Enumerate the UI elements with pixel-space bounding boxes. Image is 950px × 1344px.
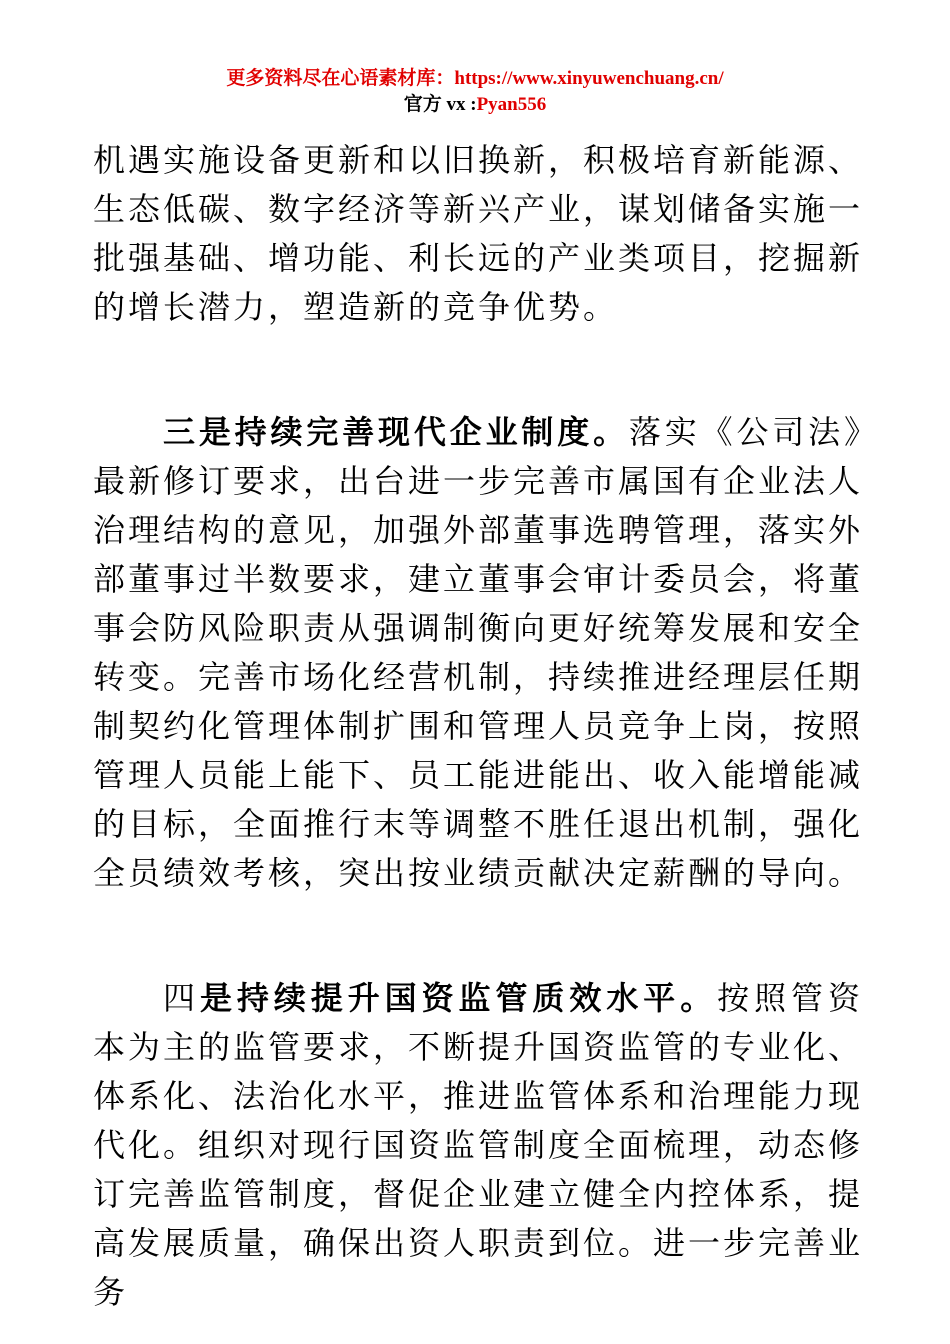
section-three-text: 落实《公司法》最新修订要求，出台进一步完善市属国有企业法人治理结构的意见，加强外部董事选聘管理，落实外部董事过半数要求，建立董事会审计委员会，将董事会防风险职责从强调制衡向更好统筹发展和安全转变。完善市场化经营机制，持续推进经理层任期制契约化管理体制扩围和管理人员竞争上岗，按照管理人员能上能下、员工能进能出、收入能增能减的目标，全面推行末等调整不胜任退出机制，强化全员绩效考核，突出按业绩贡献决定薪酬的导向。: [93, 413, 864, 892]
paragraph-section-four: [93, 974, 863, 1317]
section-four-text: 按照管资本为主的监管要求，不断提升国资监管的专业化、体系化、法治化水平，推进监管体系和治理能力现代化。组织对现行国资监管制度全面梳理，动态修订完善监管制度，督促企业建立健全内控体系，提高发展质量，确保出资人职责到位。进一步完善业务: [93, 979, 864, 1311]
header-contact: [0, 92, 950, 118]
header-resource-link[interactable]: 更多资料尽在心语素材库：https://www.xinyuwenchuang.cn/: [226, 68, 724, 89]
document-body: [93, 136, 863, 1317]
section-four-number: 四: [163, 979, 200, 1017]
section-three-heading: 三是持续完善现代企业制度。: [163, 413, 629, 451]
paragraph-section-three: [93, 408, 863, 898]
page-header: [0, 66, 950, 118]
header-contact-id: Pyan556: [476, 94, 547, 115]
section-four-heading: 是持续提升国资监管质效水平。: [199, 979, 718, 1017]
header-contact-label: 官方 vx :: [403, 94, 477, 115]
paragraph-continuation: 机遇实施设备更新和以旧换新，积极培育新能源、生态低碳、数字经济等新兴产业，谋划储备实施一批强基础、增功能、利长远的产业类项目，挖掘新的增长潜力，塑造新的竞争优势。: [93, 141, 864, 326]
